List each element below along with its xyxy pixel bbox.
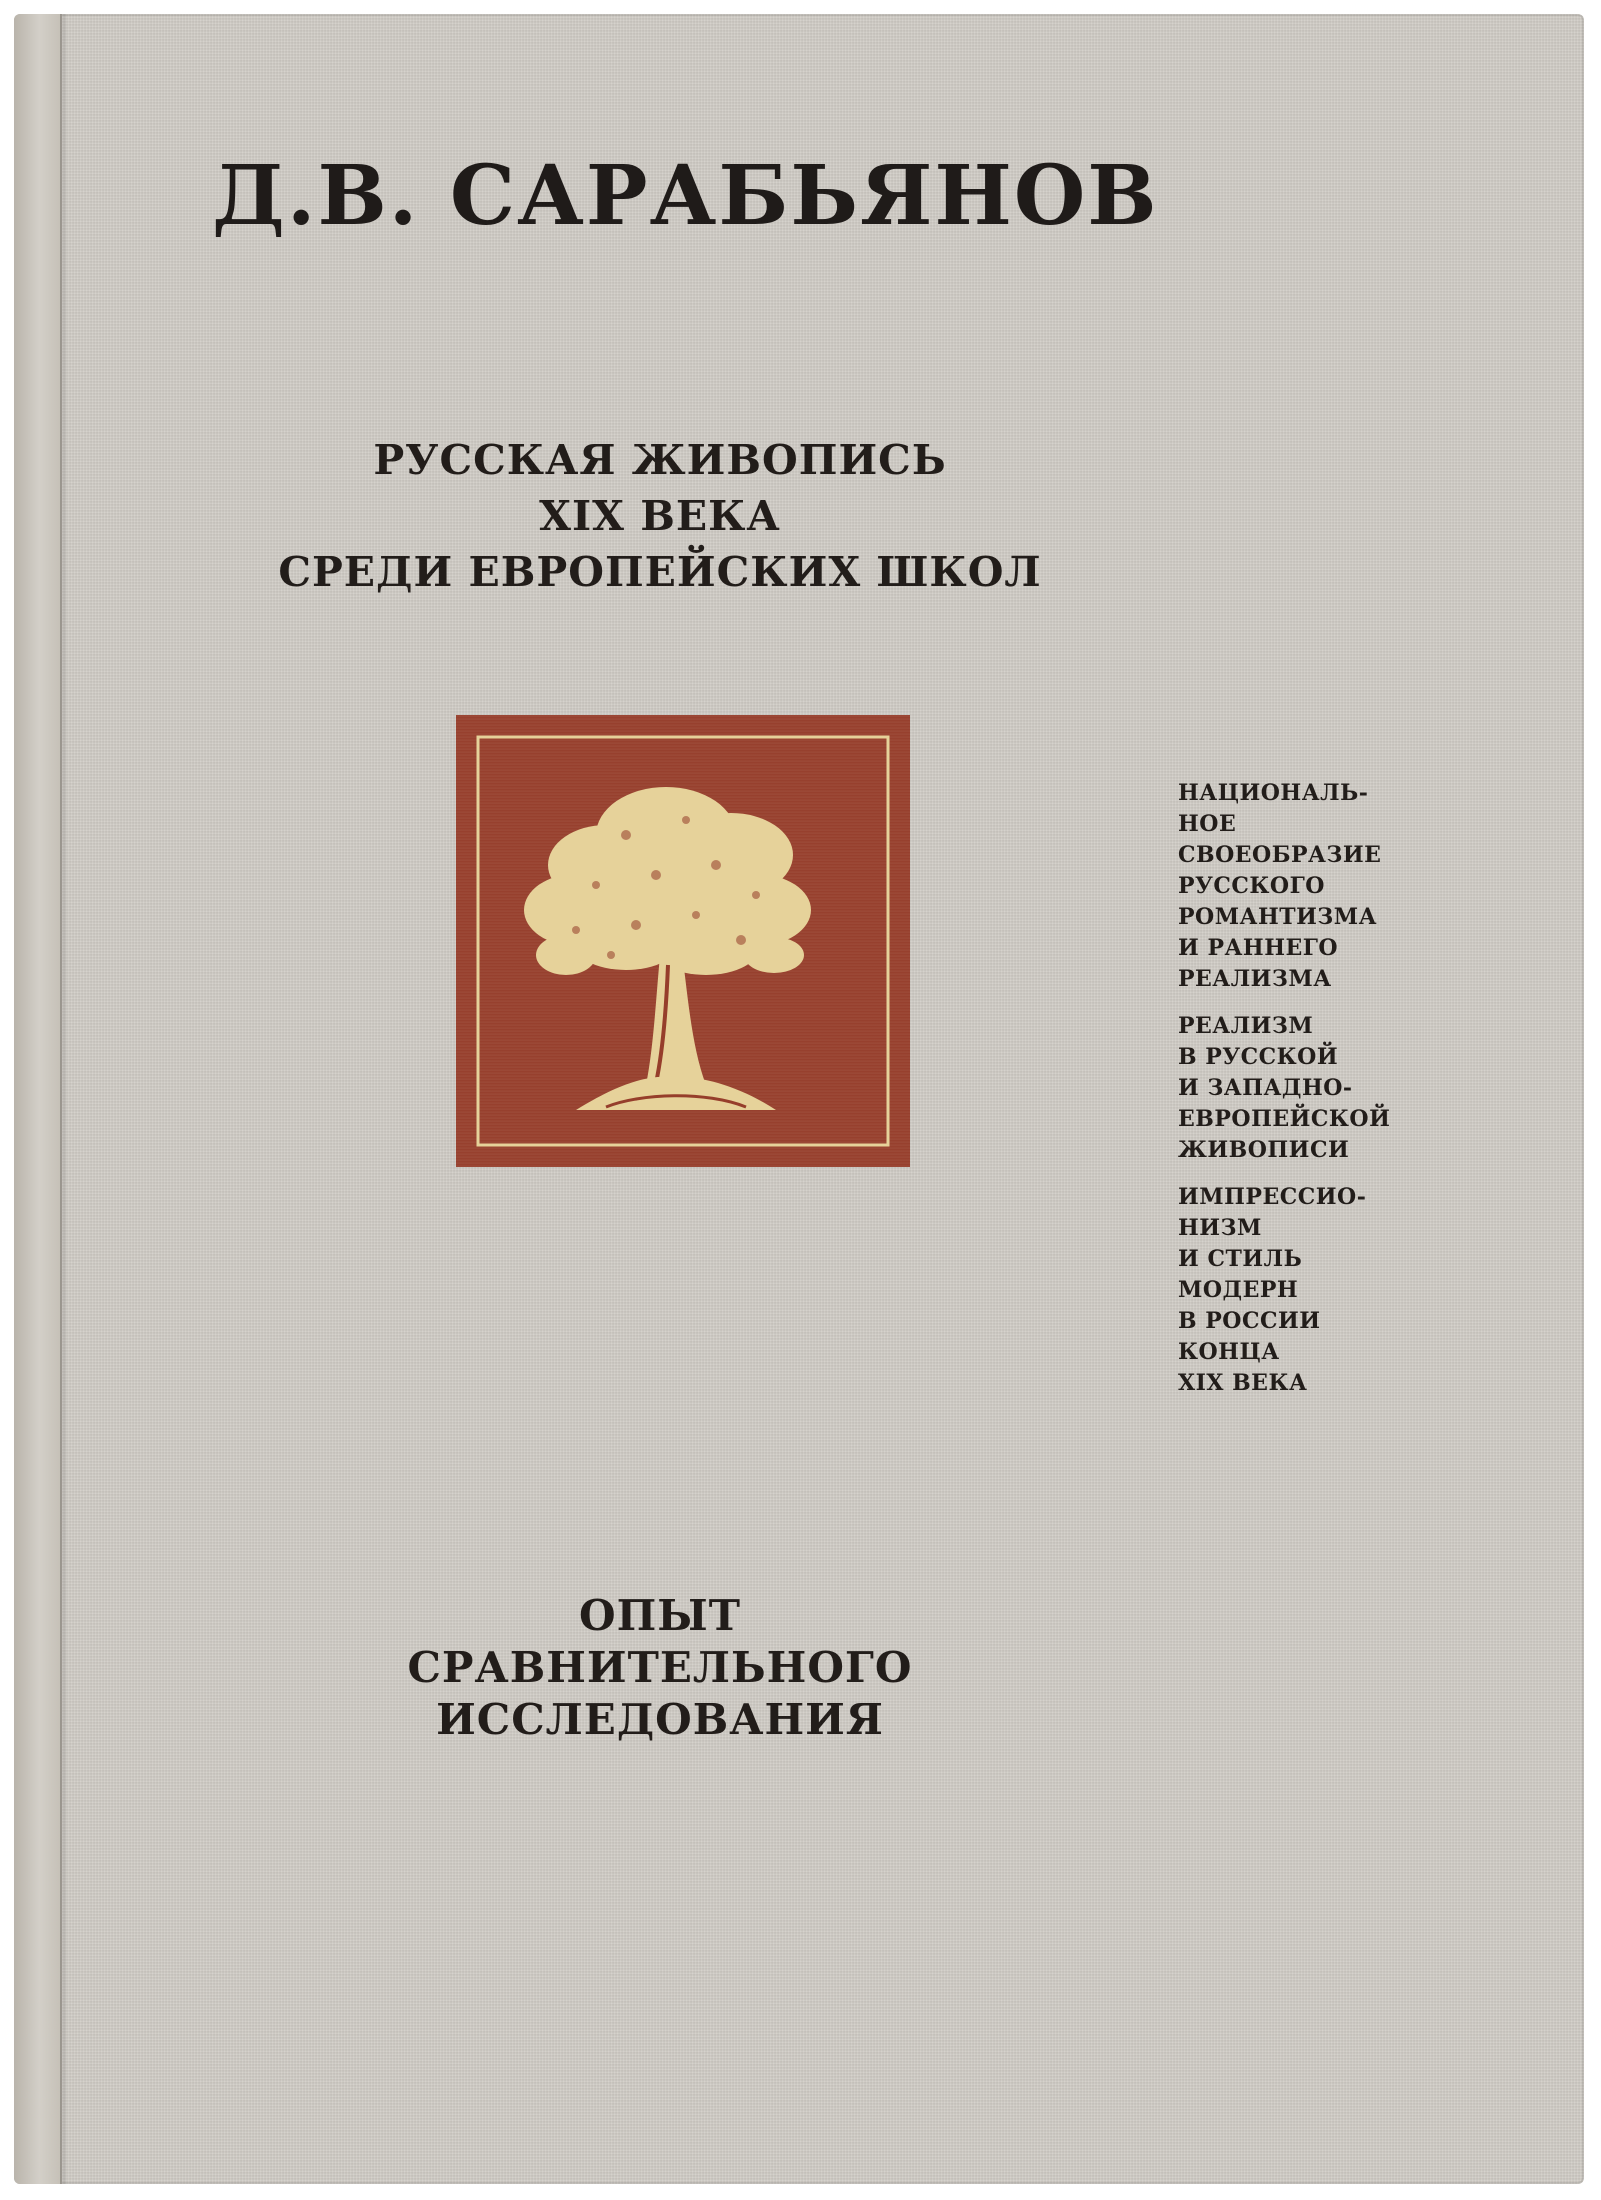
tree-emblem bbox=[456, 715, 910, 1167]
section-group bbox=[1178, 778, 1428, 995]
section-line: НАЦИОНАЛЬ- bbox=[1178, 780, 1369, 806]
section-line: И РАННЕГО bbox=[1178, 935, 1339, 961]
section-line: ИМПРЕССИО- bbox=[1178, 1184, 1367, 1210]
spine-hinge bbox=[60, 14, 66, 2184]
book-subtitle bbox=[300, 1590, 1020, 1746]
section-line: КОНЦА bbox=[1178, 1339, 1280, 1365]
section-line: В РОССИИ bbox=[1178, 1308, 1321, 1334]
contents-sidebar bbox=[1178, 778, 1428, 1415]
subtitle-line: ИССЛЕДОВАНИЯ bbox=[436, 1695, 884, 1744]
section-line: ЖИВОПИСИ bbox=[1178, 1137, 1350, 1163]
spine-edge bbox=[14, 14, 62, 2184]
section-line: ЕВРОПЕЙСКОЙ bbox=[1178, 1106, 1391, 1132]
section-line: СВОЕОБРАЗИЕ bbox=[1178, 842, 1382, 868]
section-line: РОМАНТИЗМА bbox=[1178, 904, 1378, 930]
section-line: МОДЕРН bbox=[1178, 1277, 1299, 1303]
section-line: В РУССКОЙ bbox=[1178, 1044, 1339, 1070]
section-line: НИЗМ bbox=[1178, 1215, 1262, 1241]
subtitle-line: ОПЫТ bbox=[579, 1591, 741, 1640]
section-line: РЕАЛИЗМ bbox=[1178, 1013, 1314, 1039]
section-group bbox=[1178, 1011, 1428, 1166]
section-group bbox=[1178, 1182, 1428, 1399]
section-line: РЕАЛИЗМА bbox=[1178, 966, 1332, 992]
section-line: XIX ВЕКА bbox=[1178, 1370, 1308, 1396]
title-line: РУССКАЯ ЖИВОПИСЬ bbox=[373, 436, 947, 484]
section-line: НОЕ bbox=[1178, 811, 1237, 837]
title-line: XIX ВЕКА bbox=[539, 492, 781, 540]
section-line: И СТИЛЬ bbox=[1178, 1246, 1303, 1272]
section-line: И ЗАПАДНО- bbox=[1178, 1075, 1353, 1101]
author-name: Д.В. САРАБЬЯНОВ bbox=[212, 148, 1159, 244]
title-line: СРЕДИ ЕВРОПЕЙСКИХ ШКОЛ bbox=[278, 548, 1042, 596]
section-line: РУССКОГО bbox=[1178, 873, 1325, 899]
subtitle-line: СРАВНИТЕЛЬНОГО bbox=[407, 1643, 913, 1692]
tree-icon bbox=[456, 715, 910, 1167]
book-title bbox=[180, 432, 1140, 600]
